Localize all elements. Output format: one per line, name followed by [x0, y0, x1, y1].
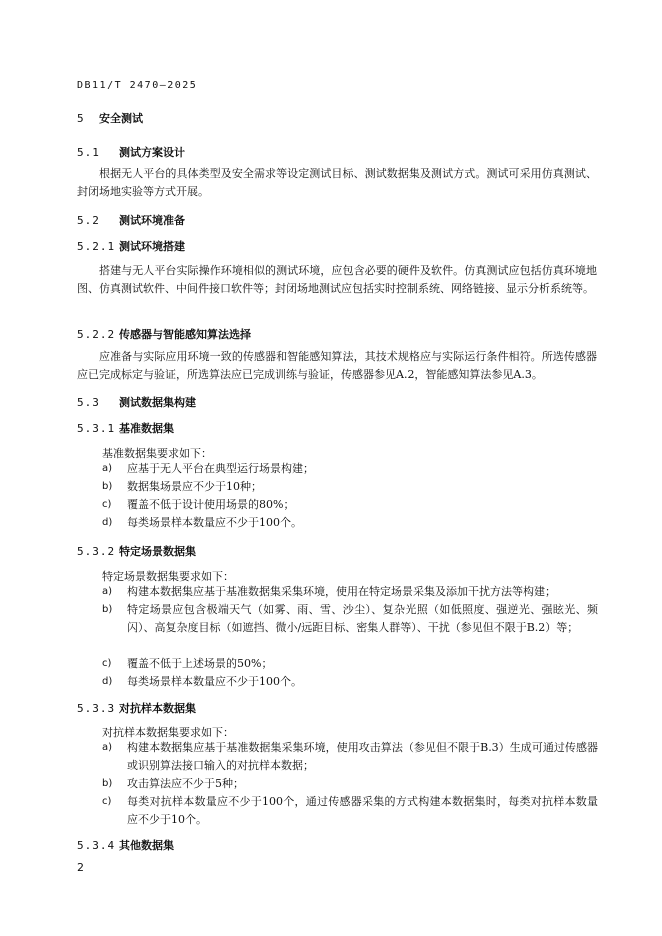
- heading-title: 其他数据集: [119, 839, 174, 852]
- heading-number: 5.3.3: [77, 702, 116, 715]
- list-marker: d): [102, 517, 113, 528]
- list-marker: b): [102, 778, 113, 789]
- heading-title: 测试数据集构建: [119, 396, 196, 409]
- heading-title: 对抗样本数据集: [119, 702, 196, 715]
- document-code: DB11/T 2470—2025: [77, 80, 198, 91]
- heading-number: 5.2.2: [77, 328, 116, 341]
- list-text: 构建本数据集应基于基准数据集采集环境，使用在特定场景采集及添加干扰方法等构建；: [127, 585, 556, 598]
- heading-title: 特定场景数据集: [119, 545, 196, 558]
- list-text: 数据集场景应不少于10种；: [127, 480, 262, 493]
- list-text: 覆盖不低于设计使用场景的80%；: [127, 498, 295, 511]
- list-marker: b): [102, 481, 113, 492]
- list-marker: d): [102, 676, 113, 687]
- list-item: [102, 583, 598, 601]
- list-intro-5-3-1: 基准数据集要求如下：: [102, 447, 212, 460]
- list-item: [102, 601, 598, 637]
- heading-title: 测试环境准备: [119, 214, 185, 227]
- list-text: 攻击算法应不少于5种；: [127, 777, 244, 790]
- list-marker: a): [102, 463, 113, 474]
- paragraph-5-1: 根据无人平台的具体类型及安全需求等设定测试目标、测试数据集及测试方式。测试可采用仿真测试、封闭场地实验等方式开展。: [77, 167, 597, 198]
- heading-5-2-1: [77, 238, 185, 254]
- list-text: 每类对抗样本数量应不少于100个，通过传感器采集的方式构建本数据集时，每类对抗样本数量应不少于10个。: [127, 795, 598, 826]
- list-marker: c): [102, 796, 112, 807]
- heading-title: 传感器与智能感知算法选择: [119, 328, 251, 341]
- list-intro-5-3-2: 特定场景数据集要求如下：: [102, 570, 234, 583]
- page-number: 2: [77, 861, 84, 874]
- heading-title: 测试环境搭建: [119, 240, 185, 253]
- list-marker: b): [102, 604, 113, 615]
- list-item: [102, 739, 598, 775]
- list-marker: a): [102, 586, 113, 597]
- list-item: [102, 673, 598, 691]
- list-item: [102, 793, 598, 829]
- heading-number: 5.2.1: [77, 240, 116, 253]
- list-text: 构建本数据集应基于基准数据集采集环境，使用攻击算法（参见但不限于B.3）生成可通过传感器或识别算法接口输入的对抗样本数据；: [127, 741, 598, 772]
- paragraph-5-2-2: 应准备与实际应用环境一致的传感器和智能感知算法，其技术规格应与实际运行条件相符。所选传感器应已完成标定与验证，所选算法应已完成训练与验证，传感器参见A.2，智能感知算法参见A.3。: [77, 350, 597, 381]
- heading-5-2: [77, 212, 185, 228]
- list-text: 每类场景样本数量应不少于100个。: [127, 516, 302, 529]
- heading-number: 5.2: [77, 214, 100, 227]
- list-marker: a): [102, 742, 113, 753]
- list-item: [102, 496, 598, 514]
- list-marker: c): [102, 658, 112, 669]
- heading-5-1: [77, 144, 185, 160]
- heading-title: 测试方案设计: [119, 146, 185, 159]
- list-text: 应基于无人平台在典型运行场景构建；: [127, 462, 314, 475]
- heading-title: 安全测试: [99, 112, 143, 125]
- heading-number: 5.3.1: [77, 422, 116, 435]
- heading-number: 5.3.2: [77, 545, 116, 558]
- heading-5-3-3: [77, 700, 196, 716]
- heading-5-3-4: [77, 837, 174, 853]
- heading-number: 5.3: [77, 396, 100, 409]
- list-item: [102, 775, 598, 793]
- paragraph-5-2-1: 搭建与无人平台实际操作环境相似的测试环境，应包含必要的硬件及软件。仿真测试应包括仿真环境地图、仿真测试软件、中间件接口软件等；封闭场地测试应包括实时控制系统、网络链接、显示分析系统等。: [77, 264, 597, 295]
- list-item: [102, 514, 598, 532]
- heading-5: [77, 110, 143, 126]
- heading-title: 基准数据集: [119, 422, 174, 435]
- heading-5-2-2: [77, 326, 251, 342]
- list-item: [102, 478, 598, 496]
- list-item: [102, 655, 598, 673]
- list-intro-5-3-3: 对抗样本数据集要求如下：: [102, 726, 234, 739]
- heading-5-3-1: [77, 420, 174, 436]
- list-text: 覆盖不低于上述场景的50%；: [127, 657, 273, 670]
- list-marker: c): [102, 499, 112, 510]
- list-text: 特定场景应包含极端天气（如雾、雨、雪、沙尘）、复杂光照（如低照度、强逆光、强眩光、频闪）、高复杂度目标（如遮挡、微小/远距目标、密集人群等）、干扰（参见但不限于B.2）等；: [127, 603, 598, 634]
- list-item: [102, 460, 598, 478]
- heading-number: 5.1: [77, 146, 100, 159]
- heading-5-3: [77, 394, 196, 410]
- list-text: 每类场景样本数量应不少于100个。: [127, 675, 302, 688]
- heading-number: 5: [77, 112, 85, 125]
- heading-number: 5.3.4: [77, 839, 116, 852]
- heading-5-3-2: [77, 543, 196, 559]
